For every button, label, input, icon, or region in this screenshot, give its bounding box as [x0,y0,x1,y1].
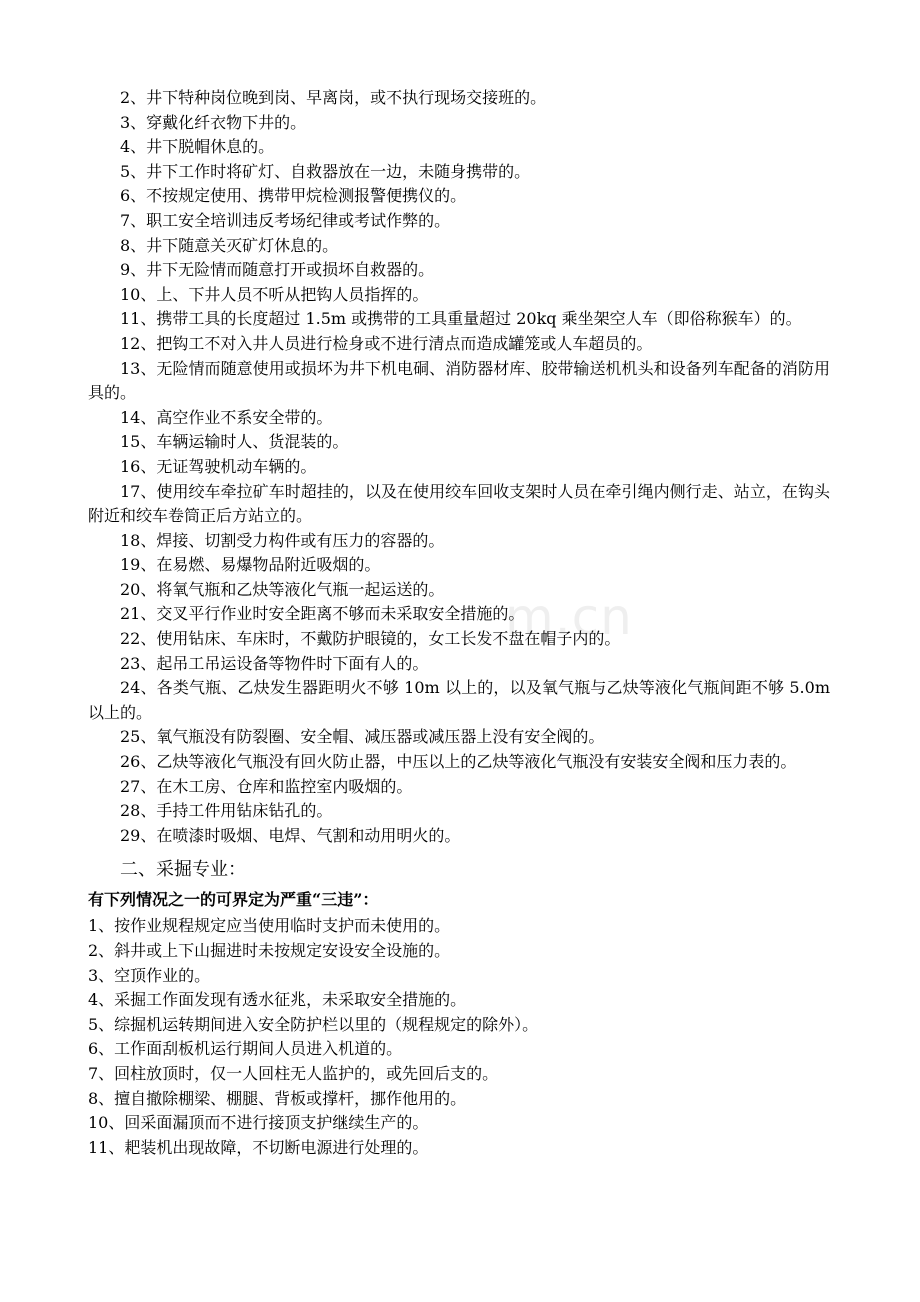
list-item: 20、将氧气瓶和乙炔等液化气瓶一起运送的。 [120,579,445,599]
list-item: 2、斜井或上下山掘进时未按规定安设安全设施的。 [88,941,451,960]
list-item: 27、在木工房、仓库和监控室内吸烟的。 [120,776,413,796]
list-item: 12、把钩工不对入井人员进行检身或不进行清点而造成罐笼或人车超员的。 [120,333,653,353]
document-body [88,86,830,1160]
list-item: 5、综掘机运转期间进入安全防护栏以里的（规程规定的除外）。 [88,1014,539,1034]
list-item: 17、使用绞车牵拉矿车时超挂的，以及在使用绞车回收支架时人员在牵引绳内侧行走、站立，在钩头附近和绞车卷筒正后方站立的。 [88,481,830,526]
list-item: 19、在易燃、易爆物品附近吸烟的。 [120,555,381,575]
list-item: 25、氧气瓶没有防裂圈、安全帽、减压器或减压器上没有安全阀的。 [120,727,605,747]
list-item: 15、车辆运输时人、货混装的。 [120,432,349,452]
list-item: 8、井下随意关灭矿灯休息的。 [120,235,339,255]
list-item: 4、采掘工作面发现有透水征兆，未采取安全措施的。 [88,990,467,1010]
list-item: 7、回柱放顶时，仅一人回柱无人监护的，或先回后支的。 [88,1063,499,1083]
list-item: 8、擅自撤除棚梁、棚腿、背板或撑杆，挪作他用的。 [88,1088,467,1108]
list-item: 3、空顶作业的。 [88,965,211,985]
section-title: 二、采掘专业： [120,859,246,881]
list-item: 10、上、下井人员不听从把钩人员指挥的。 [120,284,429,304]
list-item: 14、高空作业不系安全带的。 [120,407,333,427]
list-item: 29、在喷漆时吸烟、电焊、气割和动用明火的。 [120,825,461,845]
list-item: 7、职工安全培训违反考场纪律或考试作弊的。 [120,210,451,230]
section-lead: 有下列情况之一的可界定为严重“三违”： [88,890,379,910]
list-item: 16、无证驾驶机动车辆的。 [120,456,317,476]
list-item: 28、手持工件用钻床钻孔的。 [120,801,333,821]
list-item: 5、井下工作时将矿灯、自救器放在一边，未随身携带的。 [120,161,531,181]
list-item: 18、焊接、切割受力构件或有压力的容器的。 [120,530,445,550]
list-item: 11、耙装机出现故障，不切断电源进行处理的。 [88,1137,429,1157]
watermark: m.cn [505,588,633,646]
list-item: 26、乙炔等液化气瓶没有回火防止器，中压以上的乙炔等液化气瓶没有安装安全阀和压力表的。 [120,752,797,772]
list-item: 6、工作面刮板机运行期间人员进入机道的。 [88,1039,403,1059]
list-item: 1、按作业规程规定应当使用临时支护而未使用的。 [88,916,451,936]
list-item: 13、无险情而随意使用或损坏为井下机电硐、消防器材库、胶带输送机机头和设备列车配备的消防用具的。 [88,358,830,403]
list-item: 24、各类气瓶、乙炔发生器距明火不够 10m 以上的，以及氧气瓶与乙炔等液化气瓶间距不够 5.0m 以上的。 [88,678,830,722]
list-item: 9、井下无险情而随意打开或损坏自救器的。 [120,260,435,280]
list-item: 11、携带工具的长度超过 1.5m 或携带的工具重量超过 20kq 乘坐架空人车（即俗称猴车）的。 [120,309,802,329]
list-item: 23、起吊工吊运设备等物件时下面有人的。 [120,653,429,673]
list-item: 22、使用钻床、车床时，不戴防护眼镜的，女工长发不盘在帽子内的。 [120,629,621,649]
list-item: 4、井下脱帽休息的。 [120,137,275,157]
violation-list-general [88,86,830,848]
list-item: 3、穿戴化纤衣物下井的。 [120,112,307,132]
list-item: 6、不按规定使用、携带甲烷检测报警便携仪的。 [120,186,467,206]
list-item: 10、回采面漏顶而不进行接顶支护继续生产的。 [88,1113,429,1133]
violation-list-mining [88,914,830,1160]
list-item: 21、交叉平行作业时安全距离不够而未采取安全措施的。 [120,604,525,624]
list-item: 2、井下特种岗位晚到岗、早离岗，或不执行现场交接班的。 [120,88,547,107]
